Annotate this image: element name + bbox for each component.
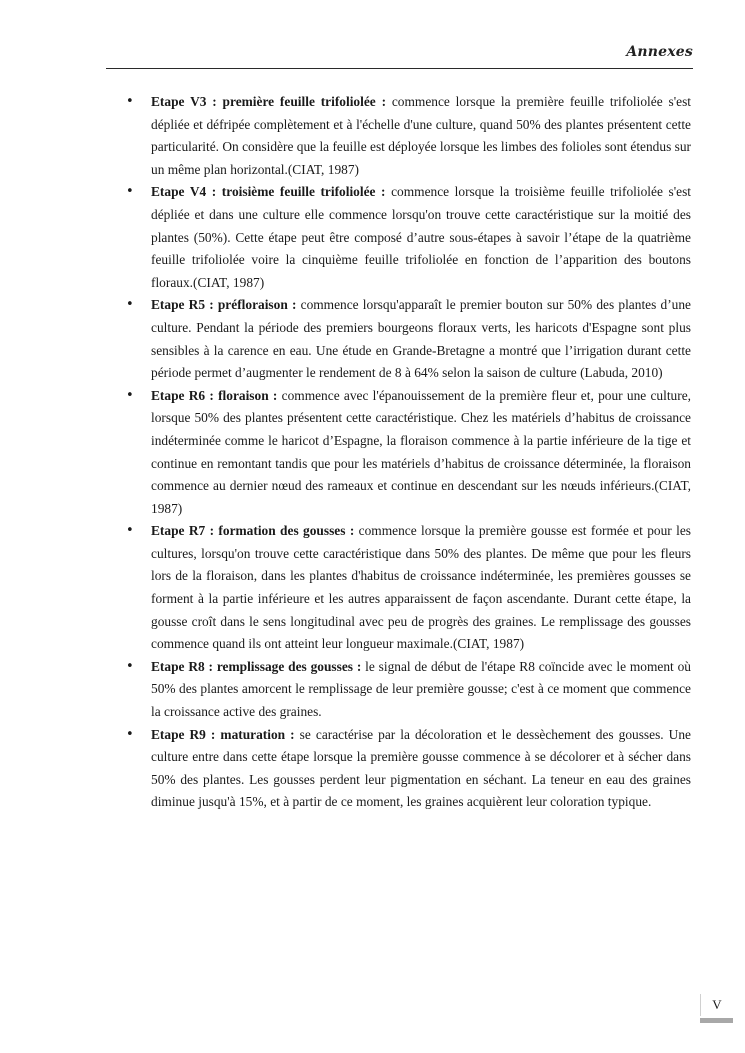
bullet-icon: • — [126, 94, 134, 109]
bullet-icon: • — [126, 297, 134, 313]
page-number-bar — [700, 1018, 733, 1023]
stage-description: commence lorsque la première gousse est formée et pour les cultures, lorsqu'on trouve cette caractéristique dans 50% des plantes. De même que pour les fleurs lors de la floraison, dans les plantes d'habitus de croissance indéterminée, les premières gousses se forment à la partie inférieure et les autres apparaissent de façon ascendante. Durant cette étape, la gousse croît dans le sens longitudinal avec peu de progrès des graines. Le remplissage des gousses commence quand ils ont atteint leur longueur maximale.(CIAT, 1987) — [151, 523, 691, 652]
list-item-stage-v4 — [124, 181, 691, 294]
stage-description: commence lorsque la première feuille trifoliolée s'est dépliée et défripée complètement et à l'échelle d'une culture, quand 50% des plantes présentent cette particularité. On considère que la feuille est déployée lorsque les limbes des folioles sont étendus sur un même plan horizontal.(CIAT, 1987) — [151, 94, 691, 177]
stage-description: le signal de début de l'étape R8 coïncide avec le moment où 50% des plantes amorcent le remplissage de leur première gousse; c'est à ce moment que commence la croissance active des graines. — [151, 658, 691, 720]
stage-heading: Etape R8 : remplissage des gousses : — [151, 658, 362, 674]
document-body — [124, 91, 691, 814]
stage-list — [124, 91, 691, 814]
list-item-stage-v3 — [124, 91, 691, 181]
list-item-stage-r9 — [124, 724, 691, 814]
stage-heading: Etape R9 : maturation : — [151, 726, 295, 742]
bullet-icon: • — [126, 726, 134, 742]
stage-description: commence avec l'épanouissement de la première fleur et, pour une culture, lorsque 50% des plantes présentent cette caractéristique. Chez les matériels d’habitus de croissance indéterminée comme le haricot d’Espagne, la floraison commence à la partie inférieure de la tige et continue en remontant tandis que pour les matériels d’habitus de croissance déterminée, la floraison commence au dernier nœud des rameaux et continue en descendant sur les nœuds inférieurs.(CIAT, 1987) — [151, 387, 691, 516]
stage-heading: Etape V3 : première feuille trifoliolée : — [151, 94, 387, 109]
stage-heading: Etape R7 : formation des gousses : — [151, 523, 355, 539]
bullet-icon: • — [126, 658, 134, 674]
stage-description: commence lorsque la troisième feuille trifoliolée s'est dépliée et dans une culture elle commence lorsqu'on trouve cette caractéristique sur la moitié des plantes (50%). Cette étape peut être composé d’autre sous-étapes à savoir l’étape de la quatrième feuille trifoliolée voire la cinquième feuille trifoliolée en fonction de l’apparition des boutons floraux.(CIAT, 1987) — [151, 184, 691, 290]
page-number: V — [700, 994, 733, 1016]
stage-heading: Etape V4 : troisième feuille trifoliolée : — [151, 184, 386, 200]
stage-description: commence lorsqu'apparaît le premier bouton sur 50% des plantes d’une culture. Pendant la période des premiers bourgeons floraux verts, les haricots d'Espagne sont plus sensibles à la carence en eau. Une étude en Grande-Bretagne a montré que l’irrigation durant cette période permet d’augmenter le rendement de 8 à 64% selon la saison de culture (Labuda, 2010) — [151, 297, 691, 381]
stage-description: se caractérise par la décoloration et le dessèchement des gousses. Une culture entre dans cette étape lorsque la première gousse commence à se décolorer et à sécher dans 50% des plantes. Les gousses perdent leur pigmentation en séchant. La teneur en eau des graines diminue jusqu'à 15%, et à partir de ce moment, les graines acquièrent leur coloration typique. — [151, 726, 691, 810]
list-item-stage-r5 — [124, 294, 691, 384]
list-item-stage-r8 — [124, 656, 691, 724]
stage-heading: Etape R6 : floraison : — [151, 387, 278, 403]
list-item-stage-r7 — [124, 520, 691, 656]
bullet-icon: • — [126, 387, 134, 403]
bullet-icon: • — [126, 523, 134, 539]
list-item-stage-r6 — [124, 385, 691, 521]
stage-heading: Etape R5 : préfloraison : — [151, 297, 297, 313]
bullet-icon: • — [126, 184, 134, 200]
header-divider — [106, 68, 693, 69]
page-header-title: Annexes — [626, 44, 693, 60]
